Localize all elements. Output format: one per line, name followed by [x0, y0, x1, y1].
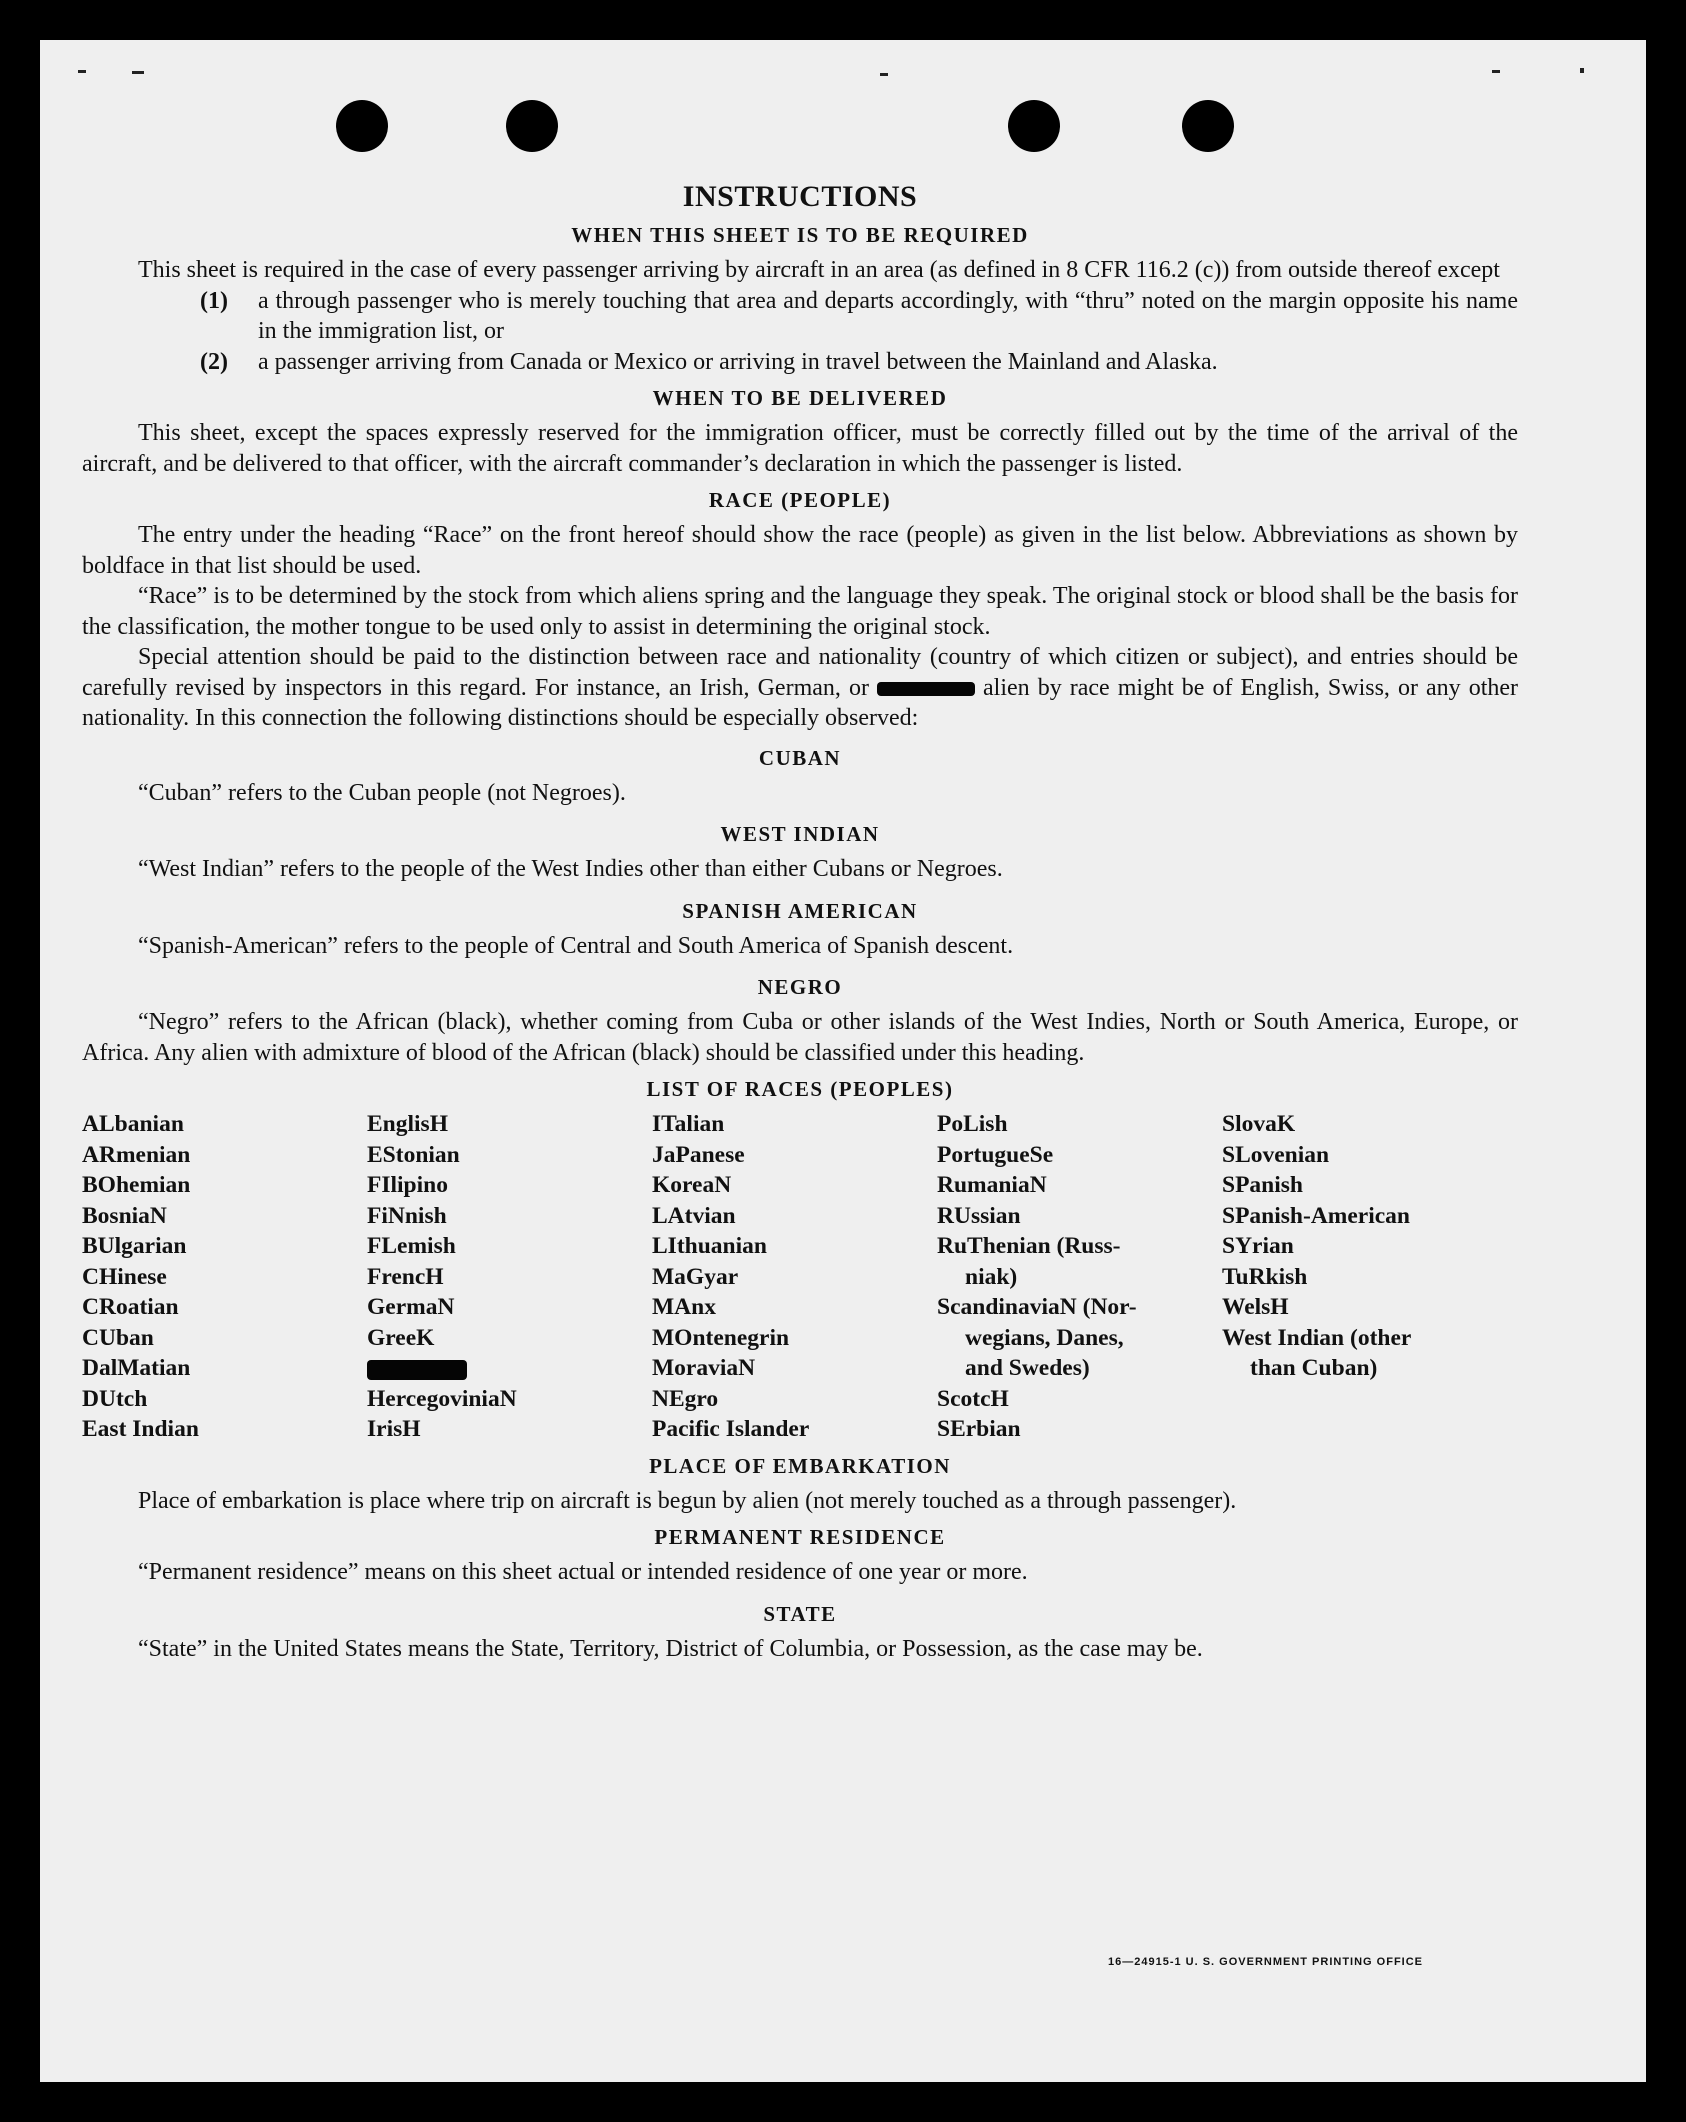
list-item: FrencH: [367, 1263, 444, 1290]
list-item: FiNnish: [367, 1202, 447, 1229]
page-title: INSTRUCTIONS: [682, 180, 918, 213]
list-item: SLovenian: [1222, 1141, 1330, 1168]
exception-item: (2) a passenger arriving from Canada or Mexico or arriving in travel between the Mainland and Alaska.: [200, 348, 1218, 375]
race-list: [82, 1109, 1518, 1445]
list-item: CHinese: [82, 1263, 167, 1290]
section-heading: PERMANENT RESIDENCE: [654, 1525, 946, 1549]
list-item: SYrian: [1222, 1233, 1294, 1259]
list-item: RUssian: [937, 1202, 1021, 1229]
scan-speck: [1492, 70, 1500, 73]
paragraph: “Race” is to be determined by the stock from which aliens spring and the language they speak. The original stock or blood shall be the basis for the classification, the mother tongue to be used only to assist in determining the original stock.: [82, 583, 1518, 640]
race-column: [367, 1109, 652, 1445]
printing-office-imprint: 16—24915-1 U. S. GOVERNMENT PRINTING OFFICE: [1108, 1956, 1424, 1968]
list-item: CRoatian: [82, 1294, 179, 1320]
list-item: PoLish: [937, 1111, 1008, 1137]
scan-speck: [880, 73, 888, 76]
list-item: MoraviaN: [652, 1355, 756, 1381]
race-column: [937, 1109, 1222, 1445]
section-heading: WHEN THIS SHEET IS TO BE REQUIRED: [571, 223, 1029, 247]
redaction-mark: [877, 682, 975, 696]
list-item: PortugueSe: [937, 1141, 1054, 1168]
list-item: NEgro: [652, 1385, 719, 1412]
race-column: [652, 1109, 937, 1445]
list-item: wegians, Danes,: [965, 1324, 1124, 1351]
section-heading: RACE (PEOPLE): [708, 488, 892, 512]
scan-speck: [1580, 68, 1584, 73]
section-heading: LIST OF RACES (PEOPLES): [646, 1077, 954, 1101]
paragraph: This sheet is required in the case of every passenger arriving by aircraft in an area (as defined in 8 CFR 116.2 (c)) from outside thereof except: [138, 257, 1500, 283]
list-item: West Indian (other: [1222, 1324, 1412, 1351]
list-item: GermaN: [367, 1294, 455, 1320]
list-item: HercegoviniaN: [367, 1385, 517, 1412]
list-item: DalMatian: [82, 1355, 191, 1381]
paragraph: This sheet, except the spaces expressly reserved for the immigration officer, must be correctly filled out by the time of the arrival of the aircraft, and be delivered to that officer, with the aircraft commander’s declaration in which the passenger is listed.: [82, 420, 1518, 477]
section-heading: CUBAN: [758, 745, 842, 770]
list-item: ARmenian: [82, 1141, 191, 1168]
list-item: SlovaK: [1222, 1111, 1296, 1137]
list-item: SPanish-American: [1222, 1202, 1410, 1229]
list-item: Pacific Islander: [652, 1416, 810, 1442]
paragraph: “Negro” refers to the African (black), whether coming from Cuba or other islands of the West Indies, North or South America, Europe, or Africa. Any alien with admixture of blood of the African (black) should be classified under this heading.: [82, 1009, 1518, 1066]
scan-speck: [78, 70, 86, 73]
punch-hole: [1182, 100, 1234, 152]
list-item: TuRkish: [1222, 1263, 1308, 1290]
document-page: [40, 40, 1646, 2082]
list-item: FLemish: [367, 1233, 456, 1259]
paragraph: Special attention should be paid to the distinction between race and nationality (country of which citizen or subject), and entries should be carefully revised by inspectors in this regard. For instance, an Irish, German, or alien by race might be of English, Swiss, or any other nationality. In this connection the following distinctions should be especially observed:: [82, 644, 1519, 731]
section-heading: STATE: [763, 1601, 837, 1626]
list-item: East Indian: [82, 1416, 199, 1442]
list-item: EnglisH: [367, 1111, 448, 1137]
paragraph: “Cuban” refers to the Cuban people (not Negroes).: [138, 779, 626, 806]
list-item: MAnx: [652, 1294, 716, 1320]
section-heading: PLACE OF EMBARKATION: [649, 1453, 951, 1478]
list-item: ScandinaviaN (Nor-: [937, 1294, 1137, 1320]
race-column: [1222, 1109, 1518, 1445]
list-item: MOntenegrin: [652, 1324, 790, 1351]
list-item: IrisH: [367, 1416, 421, 1442]
paragraph: “Permanent residence” means on this sheet actual or intended residence of one year or more.: [138, 1559, 1028, 1585]
list-item: LAtvian: [652, 1202, 736, 1229]
list-item: EStonian: [367, 1141, 460, 1168]
list-item: ScotcH: [937, 1385, 1009, 1412]
redaction-mark: [367, 1360, 467, 1380]
list-item: SPanish: [1222, 1172, 1303, 1198]
list-item: DUtch: [82, 1385, 148, 1412]
list-item: CUban: [82, 1324, 154, 1351]
section-heading: WEST INDIAN: [720, 822, 880, 846]
list-item: WelsH: [1222, 1294, 1289, 1320]
paragraph: Place of embarkation is place where trip on aircraft is begun by alien (not merely touched as a through passenger).: [138, 1487, 1237, 1514]
list-item: ITalian: [652, 1111, 725, 1137]
instructions-body: [82, 180, 1518, 1664]
punch-hole: [506, 100, 558, 152]
section-heading: SPANISH AMERICAN: [682, 898, 918, 923]
list-item: ALbanian: [82, 1111, 184, 1137]
section-heading: WHEN TO BE DELIVERED: [652, 386, 948, 410]
list-item: MaGyar: [652, 1263, 739, 1290]
list-item: RuThenian (Russ-: [937, 1233, 1121, 1259]
exception-item: (1) a through passenger who is merely touching that area and departs accordingly, with “thru” noted on the margin opposite his name in the immigration list, or: [200, 287, 1518, 344]
list-item: than Cuban): [1250, 1355, 1378, 1381]
list-item: and Swedes): [965, 1355, 1090, 1381]
section-heading: NEGRO: [757, 975, 843, 999]
list-item: niak): [965, 1263, 1018, 1290]
list-item: BUlgarian: [82, 1233, 187, 1259]
list-item: RumaniaN: [937, 1172, 1047, 1198]
race-column: [82, 1109, 367, 1445]
paragraph: “State” in the United States means the State, Territory, District of Columbia, or Possession, as the case may be.: [138, 1635, 1203, 1662]
list-item: BosniaN: [82, 1202, 167, 1229]
list-item: GreeK: [367, 1324, 435, 1351]
list-item: SErbian: [937, 1416, 1021, 1442]
list-item: KoreaN: [652, 1172, 732, 1198]
paragraph: “Spanish-American” refers to the people of Central and South America of Spanish descent.: [138, 932, 1014, 959]
paragraph: The entry under the heading “Race” on the front hereof should show the race (people) as given in the list below. Abbreviations as shown by boldface in that list should be used.: [82, 522, 1518, 579]
paragraph: “West Indian” refers to the people of the West Indies other than either Cubans or Negroes.: [138, 856, 1003, 882]
punch-hole: [1008, 100, 1060, 152]
list-item: LIthuanian: [652, 1233, 767, 1259]
list-item: FIlipino: [367, 1172, 448, 1198]
list-item: [367, 1353, 652, 1384]
list-item: BOhemian: [82, 1172, 191, 1198]
list-item: JaPanese: [652, 1141, 745, 1168]
punch-hole: [336, 100, 388, 152]
scan-speck: [132, 71, 144, 74]
